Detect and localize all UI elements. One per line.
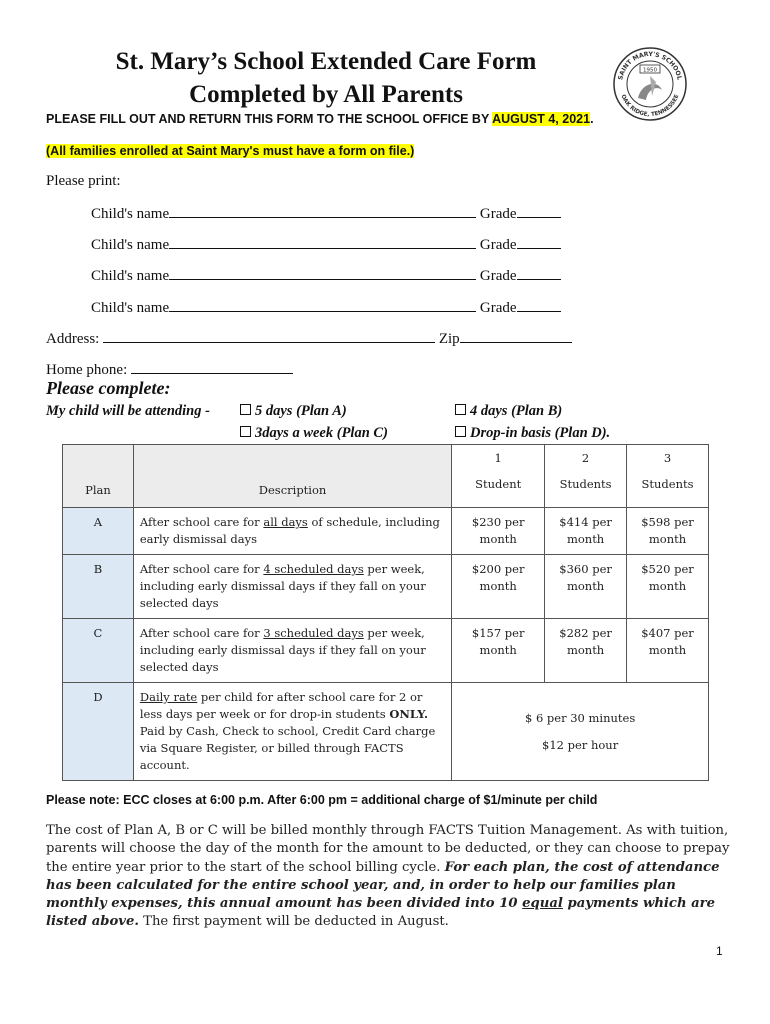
price-cell	[627, 555, 709, 619]
desc-text: Paid by Cash, Check to school, Credit Card charge via Square Register, or billed through FACTS account.	[139, 724, 436, 772]
child-name-row-1	[91, 203, 561, 223]
header-student-label: Students	[641, 477, 694, 491]
price-cell	[452, 619, 545, 683]
child-name-label: Child's name	[91, 300, 170, 316]
grade-label: Grade	[479, 237, 517, 253]
header-plan: Plan	[63, 445, 134, 508]
description-cell	[133, 508, 451, 555]
option-plan-d[interactable]	[455, 425, 610, 442]
plan-letter: C	[93, 626, 103, 640]
price-cell	[627, 508, 709, 555]
plan-cell	[63, 619, 134, 683]
please-complete-heading: Please complete:	[46, 378, 171, 398]
child-name-row-3	[91, 265, 561, 285]
header-count: 3	[663, 451, 672, 465]
price-cell	[545, 555, 627, 619]
price-2: $414 per month	[559, 515, 612, 546]
grade-field[interactable]	[517, 297, 561, 312]
child-name-label: Child's name	[91, 268, 170, 284]
desc-bold: ONLY.	[389, 707, 428, 721]
plan-cell	[63, 508, 134, 555]
please-print-label: Please print:	[46, 173, 121, 189]
address-field[interactable]	[103, 328, 435, 343]
price-cell	[452, 555, 545, 619]
header-description: Description	[133, 445, 451, 508]
description-cell	[133, 619, 451, 683]
price-2: $360 per month	[559, 562, 612, 593]
instructions-text: PLEASE FILL OUT AND RETURN THIS FORM TO THE SCHOOL OFFICE BY	[46, 112, 493, 126]
home-phone-label: Home phone:	[46, 362, 131, 378]
price-3: $598 per month	[641, 515, 694, 546]
zip-label: Zip	[438, 331, 460, 347]
price-3: $407 per month	[641, 626, 694, 657]
seal-text-top: SAINT MARY'S SCHOOL	[617, 50, 683, 81]
table-row	[63, 683, 709, 781]
school-seal-logo	[612, 46, 688, 122]
option-plan-d-label: Drop-in basis (Plan D).	[470, 425, 611, 441]
desc-underlined: Daily rate	[139, 690, 198, 704]
page-number: 1	[716, 944, 723, 958]
child-name-field[interactable]	[169, 203, 476, 218]
header-student-label: Students	[559, 477, 612, 491]
header-count: 2	[581, 451, 590, 465]
closing-time-note: Please note: ECC closes at 6:00 p.m. After 6:00 pm = additional charge of $1/minute per child	[46, 793, 598, 807]
desc-underlined: 3 scheduled days	[263, 626, 364, 640]
child-name-row-2	[91, 234, 561, 254]
zip-field[interactable]	[460, 328, 572, 343]
table-row	[63, 508, 709, 555]
paragraph-text: The first payment will be deducted in August.	[138, 914, 449, 930]
option-plan-a[interactable]	[240, 403, 347, 420]
desc-text: per week, including early dismissal days if they fall on your selected days	[139, 626, 426, 674]
plan-letter: B	[93, 562, 103, 576]
price-cell	[452, 508, 545, 555]
price-1: $230 per month	[471, 515, 525, 546]
table-header-row	[63, 445, 709, 508]
grade-field[interactable]	[517, 203, 561, 218]
option-plan-c[interactable]	[240, 425, 388, 442]
option-plan-c-label: 3days a week (Plan C)	[255, 425, 388, 441]
child-name-label: Child's name	[91, 206, 170, 222]
price-1: $157 per month	[471, 626, 525, 657]
instructions-end: .	[590, 112, 594, 126]
child-name-row-4	[91, 297, 561, 317]
desc-text: After school care for	[139, 515, 264, 529]
attending-label: My child will be attending -	[46, 403, 210, 419]
grade-field[interactable]	[517, 265, 561, 280]
desc-underlined: all days	[263, 515, 308, 529]
checkbox-icon[interactable]	[455, 426, 466, 437]
rate-per-30-min: $ 6 per 30 minutes	[524, 710, 636, 725]
seal-text-bottom: OAK RIDGE, TENNESSEE	[619, 93, 681, 119]
plans-table	[62, 444, 709, 781]
table-row	[63, 555, 709, 619]
paragraph-underlined: equal	[522, 896, 563, 912]
grade-label: Grade	[479, 300, 517, 316]
desc-underlined: 4 scheduled days	[263, 562, 364, 576]
plan-cell	[63, 683, 134, 781]
home-phone-field[interactable]	[131, 359, 293, 374]
checkbox-icon[interactable]	[240, 404, 251, 415]
header-1-student	[452, 445, 545, 508]
child-name-field[interactable]	[169, 265, 476, 280]
checkbox-icon[interactable]	[240, 426, 251, 437]
description-cell	[133, 683, 451, 781]
option-plan-b[interactable]	[455, 403, 562, 420]
price-cell	[545, 508, 627, 555]
checkbox-icon[interactable]	[455, 404, 466, 415]
grade-label: Grade	[479, 206, 517, 222]
rate-per-hour: $12 per hour	[542, 737, 619, 752]
paragraph-emphasis: payments which are listed above.	[46, 896, 716, 930]
paragraph-text: The cost of Plan A, B or C will be billed monthly through FACTS Tuition Management. As with tuition, parents will choose the day of the month for the amount to be deducted, or they can choose to prepay the entire year prior to the start of the school billing cycle.	[46, 823, 730, 875]
option-plan-a-label: 5 days (Plan A)	[255, 403, 347, 419]
header-student-label: Student	[475, 477, 522, 491]
deadline-highlight: AUGUST 4, 2021	[492, 112, 591, 126]
desc-text: per week, including early dismissal days if they fall on your selected days	[139, 562, 426, 610]
plan-letter: D	[93, 690, 103, 704]
billing-paragraph	[46, 822, 731, 932]
plan-letter: A	[93, 515, 103, 529]
child-name-field[interactable]	[169, 234, 476, 249]
header-count: 1	[494, 451, 502, 465]
address-row	[46, 328, 572, 348]
price-2: $282 per month	[559, 626, 612, 657]
table-row	[63, 619, 709, 683]
child-name-label: Child's name	[91, 237, 170, 253]
desc-text: of schedule, including early dismissal days	[139, 515, 440, 546]
description-cell	[133, 555, 451, 619]
form-title-line1: St. Mary’s School Extended Care Form	[115, 48, 537, 75]
phone-row	[46, 359, 293, 379]
child-name-field[interactable]	[169, 297, 476, 312]
price-cell	[545, 619, 627, 683]
price-1: $200 per month	[471, 562, 525, 593]
svg-text:OAK RIDGE, TENNESSEE	[620, 94, 681, 118]
instructions	[46, 112, 594, 126]
option-plan-b-label: 4 days (Plan B)	[470, 403, 563, 419]
grade-field[interactable]	[517, 234, 561, 249]
form-title-line2: Completed by All Parents	[189, 81, 463, 108]
header-3-students	[627, 445, 709, 508]
price-cell	[627, 619, 709, 683]
header-2-students	[545, 445, 627, 508]
plan-cell	[63, 555, 134, 619]
desc-text: per child for after school care for 2 or less days per week or for drop-in students	[139, 690, 423, 721]
address-label: Address:	[46, 331, 104, 347]
grade-label: Grade	[479, 268, 517, 284]
form-on-file-note: (All families enrolled at Saint Mary's must have a form on file.)	[46, 144, 415, 158]
drop-in-rate-cell	[452, 683, 709, 781]
seal-year: 1950	[643, 67, 657, 74]
desc-text: After school care for	[139, 562, 264, 576]
desc-text: After school care for	[139, 626, 264, 640]
price-3: $520 per month	[641, 562, 694, 593]
paragraph-emphasis: For each plan, the cost of attendance has been calculated for the entire school year, and, in order to help our families plan monthly expenses, this annual amount has been divided into 10	[46, 859, 720, 912]
